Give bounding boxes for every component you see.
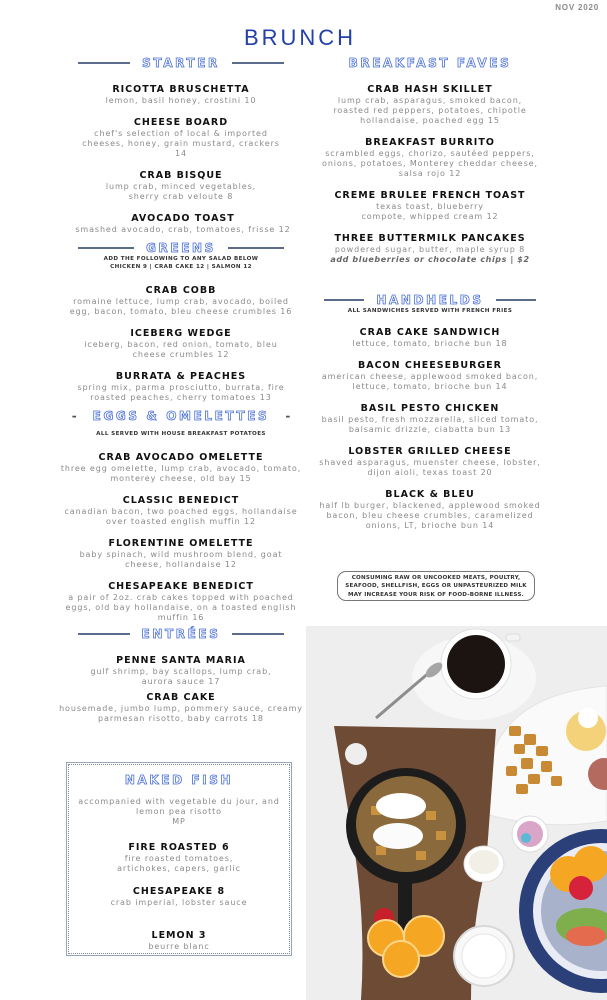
item-name: BREAKFAST BURRITO [365,137,495,148]
menu-item [58,170,304,202]
item-desc: baby spinach, wild mushroom blend, goat cheese, hollandaise 12 [79,550,283,569]
section-title-starter: STARTER [142,56,220,70]
item-desc: beurre blanc [148,942,210,951]
item-name: CRAB COBB [145,285,217,296]
item-desc: half lb burger, blackened, applewood smoked bacon, bleu cheese crumbles, caramelized onions, LT, brioche bun 14 [319,501,541,530]
item-name: CHESAPEAKE 8 [132,886,226,897]
section-header-naked-fish [69,773,289,787]
item-name: FIRE ROASTED 6 [128,842,230,853]
item-name: AVOCADO TOAST [131,213,235,224]
item-name: CLASSIC BENEDICT [122,495,240,506]
menu-item [52,692,310,724]
item-name: CREME BRULEE FRENCH TOAST [334,190,526,201]
warning-line: CONSUMING RAW OR UNCOOKED MEATS, POULTRY, [351,575,521,581]
item-desc: lump crab, minced vegetables, sherry crab veloute 8 [105,182,257,201]
left-column [58,56,304,724]
item-addon: add blueberries or chocolate chips | $2 [330,255,530,264]
rule-divider [496,299,536,301]
item-desc: lemon, basil honey, crostini 10 [105,96,257,105]
dash-divider: - [285,409,291,423]
rule-divider [78,62,130,64]
menu-item [58,285,304,317]
section-header-eggs [58,409,304,423]
item-desc: canadian bacon, two poached eggs, hollandaise over toasted english muffin 12 [64,507,298,526]
rule-divider [228,247,284,249]
section-header-breakfast [318,56,542,70]
right-column [318,56,542,531]
warning-line: MAY INCREASE YOUR RISK OF FOOD-BORNE ILLNESS. [348,591,524,598]
section-header-starter [58,56,304,70]
note-line: ADD THE FOLLOWING TO ANY SALAD BELOW [103,256,259,262]
item-desc: romaine lettuce, lump crab, avocado, boiled egg, bacon, tomato, bleu cheese crumbles 16 [69,297,293,316]
handhelds-note: ALL SANDWICHES SERVED WITH FRENCH FRIES [347,308,513,314]
menu-item [58,581,304,623]
section-title-handhelds: HANDHELDS [376,293,484,307]
item-name: CRAB AVOCADO OMELETTE [98,452,264,463]
item-desc: three egg omelette, lump crab, avocado, tomato, monterey cheese, old bay 15 [60,464,302,483]
menu-item [318,84,542,126]
item-desc: fire roasted tomatoes, artichokes, capers, garlic [117,854,241,873]
item-name: BLACK & BLEU [385,489,475,500]
item-name: LOBSTER GRILLED CHEESE [348,446,512,457]
menu-item [310,233,550,265]
item-desc: lump crab, asparagus, smoked bacon, roasted red peppers, potatoes, chipotle hollandaise, poached egg 15 [333,96,527,125]
item-desc: chef's selection of local & imported cheeses, honey, grain mustard, crackers 14 [82,129,280,158]
section-title-entrees: ENTRÉES [141,627,221,641]
section-header-handhelds [318,293,542,307]
item-desc: gulf shrimp, bay scallops, lump crab, aurora sauce 17 [90,667,272,686]
eggs-note: ALL SERVED WITH HOUSE BREAKFAST POTATOES [96,431,266,437]
section-title-naked-fish: NAKED FISH [124,773,234,787]
item-name: LEMON 3 [151,930,207,941]
item-name: THREE BUTTERMILK PANCAKES [334,233,526,244]
menu-item [318,489,542,531]
item-name: CHEESE BOARD [133,117,229,128]
note-line: CHICKEN 9 | CRAB CAKE 12 | SALMON 12 [110,264,252,270]
menu-item [58,117,304,159]
menu-item [69,842,289,874]
item-name: BURRATA & PEACHES [115,371,247,382]
item-desc: shaved asparagus, muenster cheese, lobster, dijon aioli, texas toast 20 [319,458,541,477]
item-name: CRAB CAKE SANDWICH [359,327,501,338]
menu-item [318,327,542,349]
item-name: CRAB HASH SKILLET [367,84,493,95]
item-desc: accompanied with vegetable du jour, and lemon pea risotto [78,797,280,816]
item-desc: american cheese, applewood smoked bacon, lettuce, tomato, brioche bun 14 [321,372,539,391]
menu-date: NOV 2020 [555,3,599,12]
item-desc: iceberg, bacon, red onion, tomato, bleu cheese crumbles 12 [84,340,278,359]
section-header-entrees [58,627,304,641]
menu-item [58,538,304,570]
section-header-greens [58,241,304,255]
brunch-photo-illustration [306,626,607,1000]
naked-fish-box [68,764,290,954]
menu-item [58,655,304,687]
menu-item [318,446,542,478]
item-name: RICOTTA BRUSCHETTA [112,84,250,95]
food-safety-warning [337,571,535,601]
rule-divider [78,633,130,635]
greens-addon-note [58,255,304,271]
menu-item [312,360,548,392]
naked-fish-intro [69,797,289,827]
menu-item [69,886,289,908]
item-name: CHESAPEAKE BENEDICT [108,581,254,592]
item-price: MP [172,817,186,826]
rule-divider [232,62,284,64]
item-desc: a pair of 2oz. crab cakes topped with poached eggs, old bay hollandaise, on a toasted english muffin 16 [65,593,297,622]
rule-divider [78,247,134,249]
item-desc: crab imperial, lobster sauce [110,898,248,907]
dash-divider: - [71,409,77,423]
menu-item [69,930,289,952]
menu-item [58,84,304,106]
menu-item [318,403,542,435]
section-title-eggs: EGGS & OMELETTES [92,409,270,423]
item-desc: basil pesto, fresh mozzarella, sliced tomato, balsamic drizzle, ciabatta bun 13 [321,415,539,434]
item-name: BACON CHEESEBURGER [357,360,502,371]
item-name: FLORENTINE OMELETTE [108,538,254,549]
menu-title: BRUNCH [243,25,357,50]
item-name: ICEBERG WEDGE [130,328,232,339]
menu-item [58,371,304,403]
rule-divider [232,633,284,635]
item-desc: texas toast, blueberry compote, whipped cream 12 [361,202,499,221]
menu-item [318,137,542,179]
menu-item [48,213,318,235]
item-name: PENNE SANTA MARIA [116,655,246,666]
rule-divider [324,299,364,301]
item-desc: spring mix, parma prosciutto, burrata, fire roasted peaches, cherry tomatoes 13 [77,383,285,402]
item-desc: smashed avocado, crab, tomatoes, frisse 12 [75,225,291,234]
item-desc: lettuce, tomato, brioche bun 18 [352,339,508,348]
section-title-greens: GREENS [146,241,216,255]
menu-item [58,452,304,484]
menu-item [310,190,550,222]
section-title-breakfast: BREAKFAST FAVES [348,56,512,70]
menu-item [58,495,304,527]
item-name: CRAB BISQUE [139,170,223,181]
warning-line: SEAFOOD, SHELLFISH, EGGS OR UNPASTEURIZED MILK [345,583,527,590]
item-desc: housemade, jumbo lump, pommery sauce, creamy parmesan risotto, baby carrots 18 [59,704,303,723]
item-desc: powdered sugar, butter, maple syrup 8 [334,245,526,254]
item-name: BASIL PESTO CHICKEN [360,403,500,414]
brunch-photo [306,626,607,1000]
item-name: CRAB CAKE [146,692,216,703]
menu-item [58,328,304,360]
item-desc: scrambled eggs, chorizo, sautéed peppers, onions, potatoes, Monterey cheddar cheese, salsa rojo 12 [322,149,538,178]
